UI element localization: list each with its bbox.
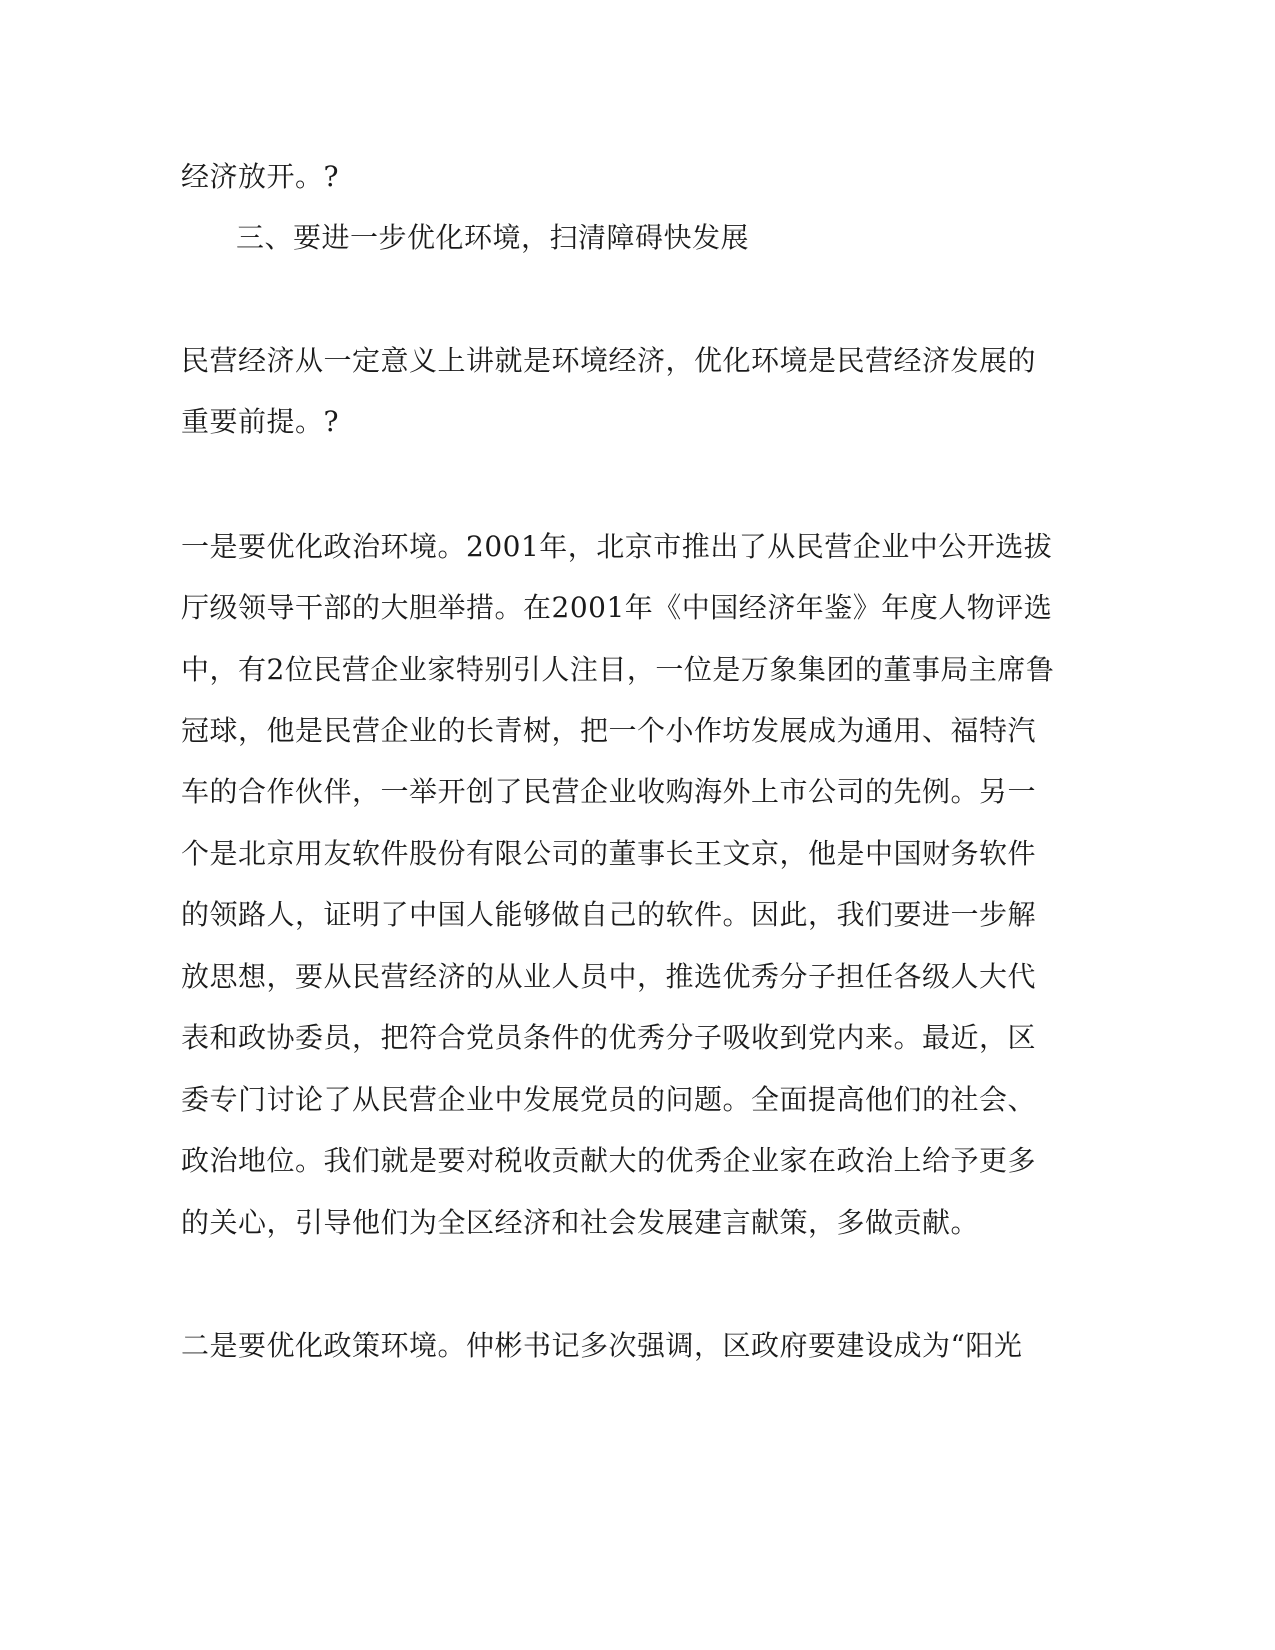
text-line: 车的合作伙伴，一举开创了民营企业收购海外上市公司的先例。另一 [181, 775, 1037, 808]
text-line: 放思想，要从民营经济的从业人员中，推选优秀分子担任各级人大代 [181, 960, 1037, 993]
text-line: 一是要优化政治环境。2001年，北京市推出了从民营企业中公开选拔 [181, 530, 1053, 563]
text-line: 经济放开。? [181, 160, 340, 193]
text-line: 的领路人，证明了中国人能够做自己的软件。因此，我们要进一步解 [181, 898, 1037, 931]
text-line: 的关心，引导他们为全区经济和社会发展建言献策，多做贡献。 [181, 1206, 980, 1239]
section-heading: 三、要进一步优化环境，扫清障碍快发展 [236, 221, 750, 254]
text-line: 委专门讨论了从民营企业中发展党员的问题。全面提高他们的社会、 [181, 1083, 1037, 1116]
text-line: 个是北京用友软件股份有限公司的董事长王文京，他是中国财务软件 [181, 837, 1037, 870]
text-line: 重要前提。? [181, 405, 340, 438]
text-line: 表和政协委员，把符合党员条件的优秀分子吸收到党内来。最近，区 [181, 1021, 1037, 1054]
text-line: 民营经济从一定意义上讲就是环境经济，优化环境是民营经济发展的 [181, 344, 1037, 377]
text-line: 冠球，他是民营企业的长青树，把一个小作坊发展成为通用、福特汽 [181, 714, 1037, 747]
text-line: 厅级领导干部的大胆举措。在2001年《中国经济年鉴》年度人物评选 [181, 591, 1053, 624]
text-line: 中，有2位民营企业家特别引人注目，一位是万象集团的董事局主席鲁 [181, 653, 1055, 686]
text-line: 政治地位。我们就是要对税收贡献大的优秀企业家在政治上给予更多 [181, 1144, 1037, 1177]
text-line: 二是要优化政策环境。仲彬书记多次强调，区政府要建设成为“阳光 [181, 1329, 1023, 1362]
